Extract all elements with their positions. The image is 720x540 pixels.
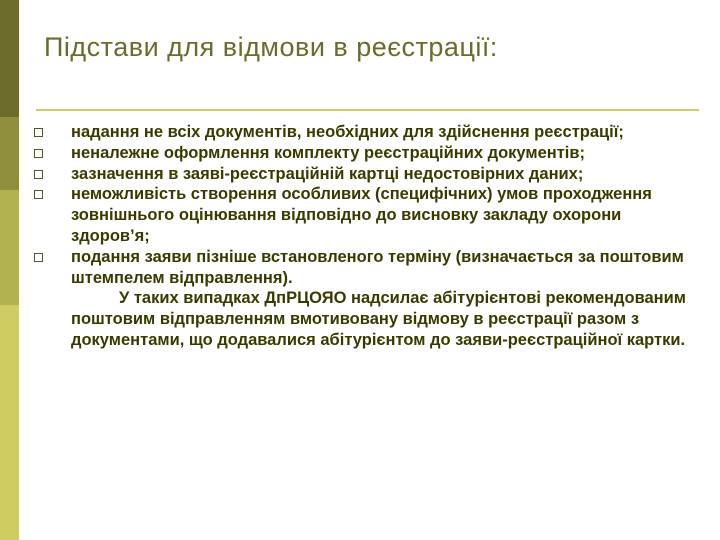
list-item <box>34 184 694 246</box>
slide-title: Підстави для відмови в реєстрації: <box>44 32 498 62</box>
list-item-text: надання не всіх документів, необхідних для здійснення реєстрації; <box>71 123 624 141</box>
side-bar-pale <box>0 305 19 540</box>
list-item-text: зазначення в заяві-реєстраційній картці недостовірних даних; <box>71 164 584 183</box>
list-item-text: неможливість створення особливих (специфічних) умов проходження зовнішнього оцінювання відповідно до висновку закладу охорони здоров’я; <box>71 185 652 245</box>
list-item-text: подання заяви пізніше встановленого терміну (визначається за поштовим штемпелем відправлення). <box>71 247 684 287</box>
side-bar-dark <box>0 0 19 117</box>
title-divider <box>36 109 699 111</box>
list-item-text: неналежне оформлення комплекту реєстраційних документів; <box>71 143 586 162</box>
slide-content <box>34 122 694 351</box>
list-item <box>34 122 694 143</box>
list-item <box>34 143 694 164</box>
square-bullet-icon <box>34 253 43 262</box>
conclusion-paragraph: У таких випадках ДпРЦОЯО надсилає абітурієнтові рекомендованим поштовим відправленням вмотивовану відмову в реєстрації разом з документами, що додавалися абітурієнтом до заяви-реєстраційної картки. <box>71 289 686 349</box>
side-bar-light <box>0 190 19 305</box>
square-bullet-icon <box>34 170 43 179</box>
list-item <box>34 247 694 289</box>
list-item <box>34 164 694 185</box>
square-bullet-icon <box>34 149 43 158</box>
square-bullet-icon <box>34 128 43 137</box>
bullet-list <box>34 122 694 288</box>
square-bullet-icon <box>34 190 43 199</box>
side-bar-medium <box>0 117 19 190</box>
